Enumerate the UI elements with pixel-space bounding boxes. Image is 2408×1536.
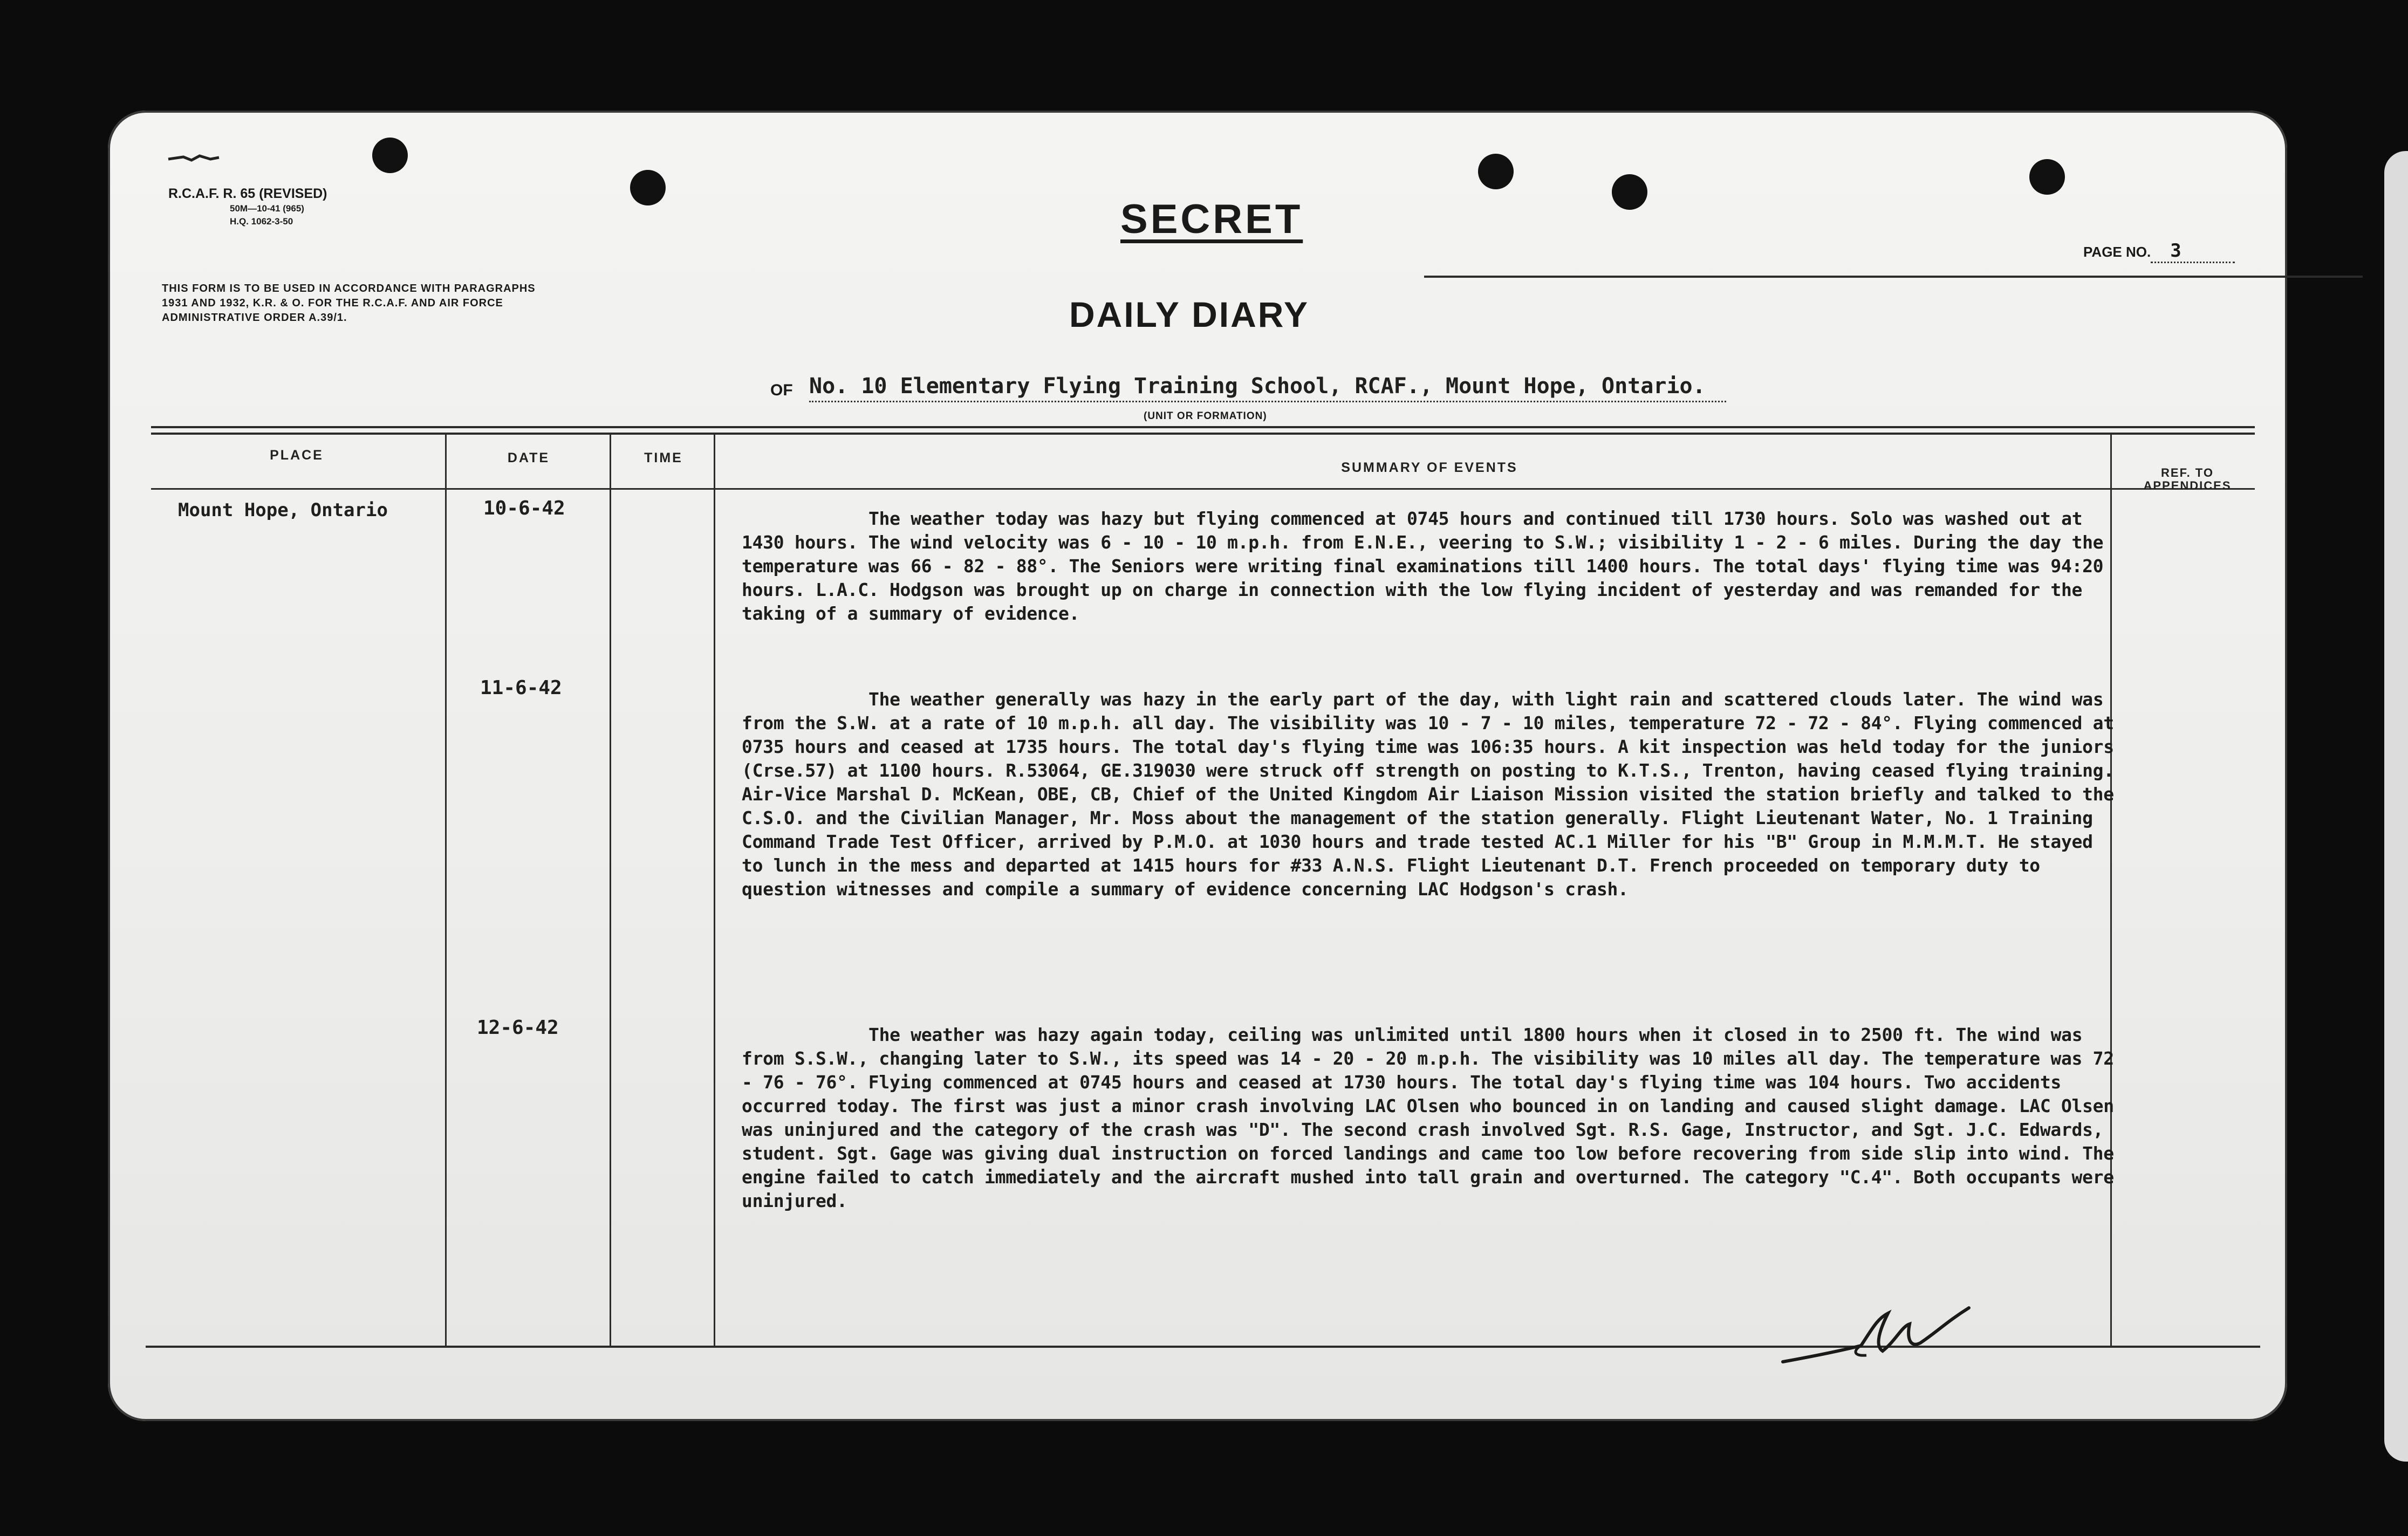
page-number-field [2083,240,2235,263]
usage-notice: THIS FORM IS TO BE USED IN ACCORDANCE WITH PARAGRAPHS 1931 AND 1932, K.R. & O. FOR THE R.C.A.F. AND AIR FORCE ADMINISTRATIVE ORDER A.39/1. [162,283,536,324]
table-top-rule [151,426,2255,428]
page-title: DAILY DIARY [1069,294,1309,334]
entry-text: The weather was hazy again today, ceiling was unlimited until 1800 hours when it closed in to 2500 ft. The wind was from S.S.W., changing later to S.W., its speed was 14 - 20 - 20 m.p.h. The visibility was 10 miles all day. The temperature was 72 - 76 - 76°. Flying commenced at 0745 hours and ceased at 1730 hours. The total day's flying time was 104 hours. Two accidents occurred today. The first was just a minor crash involving LAC Olsen who bounced in on landing and caused slight damage. LAC Olsen was uninjured and the category of the crash was "D". The second crash involved Sgt. R.S. Gage, Instructor, and Sgt. J.C. Edwards, student. Sgt. Gage was giving dual instruction on forced landings and came too low before recovering from side slip into wind. The engine failed to catch immediately and the aircraft mushed into tall grain and overturned. The category "C.4". Both occupants were uninjured. [742,1024,2114,1211]
entry-date: 11-6-42 [480,677,562,699]
print-code: 50M—10-41 (965) [230,203,304,214]
classification-stamp: SECRET [1120,196,1303,242]
column-header-summary: SUMMARY OF EVENTS [1341,460,1518,475]
form-number: R.C.A.F. R. 65 (REVISED) [168,186,327,201]
header-bottom-rule [151,488,2255,490]
entry-text: The weather generally was hazy in the early part of the day, with light rain and scattered clouds later. The wind was from the S.W. at a rate of 10 m.p.h. all day. The visibility was 10 - 7 - 10 miles, temperature 72 - 72 - 84°. Flying commenced at 0735 hours and ceased at 1735 hours. The total day's flying time was 106:35 hours. A kit inspection was held today for the juniors (Crse.57) at 1100 hours. R.53064, GE.319030 were struck off strength on posting to K.T.S., Trenton, having ceased flying training. Air-Vice Marshal D. McKean, OBE, CB, Chief of the United Kingdom Air Liaison Mission visited the station briefly and talked to the C.S.O. and the Civilian Manager, Mr. Moss about the management of the station generally. Flight Lieutenant Water, No. 1 Training Command Trade Test Officer, arrived by P.M.O. at 1030 hours and trade tested AC.1 Miller for his "B" Group in M.M.M.T. He stayed to lunch in the mess and departed at 1415 hours for #33 A.N.S. Flight Lieutenant D.T. French proceeded on temporary duty to question witnesses and compile a summary of evidence concerning LAC Hodgson's crash. [742,689,2114,900]
officer-signature [1780,1297,1974,1367]
unit-caption: (UNIT OR FORMATION) [1144,410,1267,422]
punch-hole [2029,159,2065,195]
entry-summary [742,688,2115,901]
entry-date: 12-6-42 [477,1017,559,1039]
table-top-rule [151,433,2255,435]
punch-hole [1478,154,1514,189]
unit-name: No. 10 Elementary Flying Training School, RCAF., Mount Hope, Ontario. [809,374,1726,402]
pen-mark [167,153,221,166]
adjacent-page-edge [2384,151,2408,1462]
column-header-place: PLACE [270,448,324,463]
header-rule [1424,276,2363,278]
punch-hole [1612,174,1647,210]
column-header-date: DATE [507,450,550,465]
diary-sheet [108,111,2287,1421]
column-header-time: TIME [644,450,683,465]
entry-summary [742,1023,2115,1213]
column-divider [610,434,611,1346]
form-identifier [168,185,327,228]
place-cell: Mount Hope, Ontario [178,499,388,521]
entry-text: The weather today was hazy but flying commenced at 0745 hours and continued till 1730 hours. Solo was washed out at 1430 hours. The wind velocity was 6 - 10 - 10 m.p.h. from E.N.E., veering to S.W.; visibility 1 - 2 - 6 miles. During the day the temperature was 66 - 82 - 88°. The Seniors were writing final examinations till 1400 hours. The total days' flying time was 94:20 hours. L.A.C. Hodgson was brought up on charge in connection with the low flying incident of yesterday and was remanded for the taking of a summary of evidence. [742,508,2104,624]
entry-summary [742,507,2115,626]
page-number: 3 [2151,240,2235,263]
column-divider [714,434,715,1346]
of-label: OF [770,381,793,399]
punch-hole [630,170,666,205]
entry-date: 10-6-42 [483,497,565,519]
punch-hole [372,138,408,173]
column-header-ref: REF. TO APPENDICES [2143,466,2232,492]
page-label: PAGE NO. [2083,244,2151,260]
hq-code: H.Q. 1062-3-50 [230,216,293,227]
column-divider [445,434,447,1346]
